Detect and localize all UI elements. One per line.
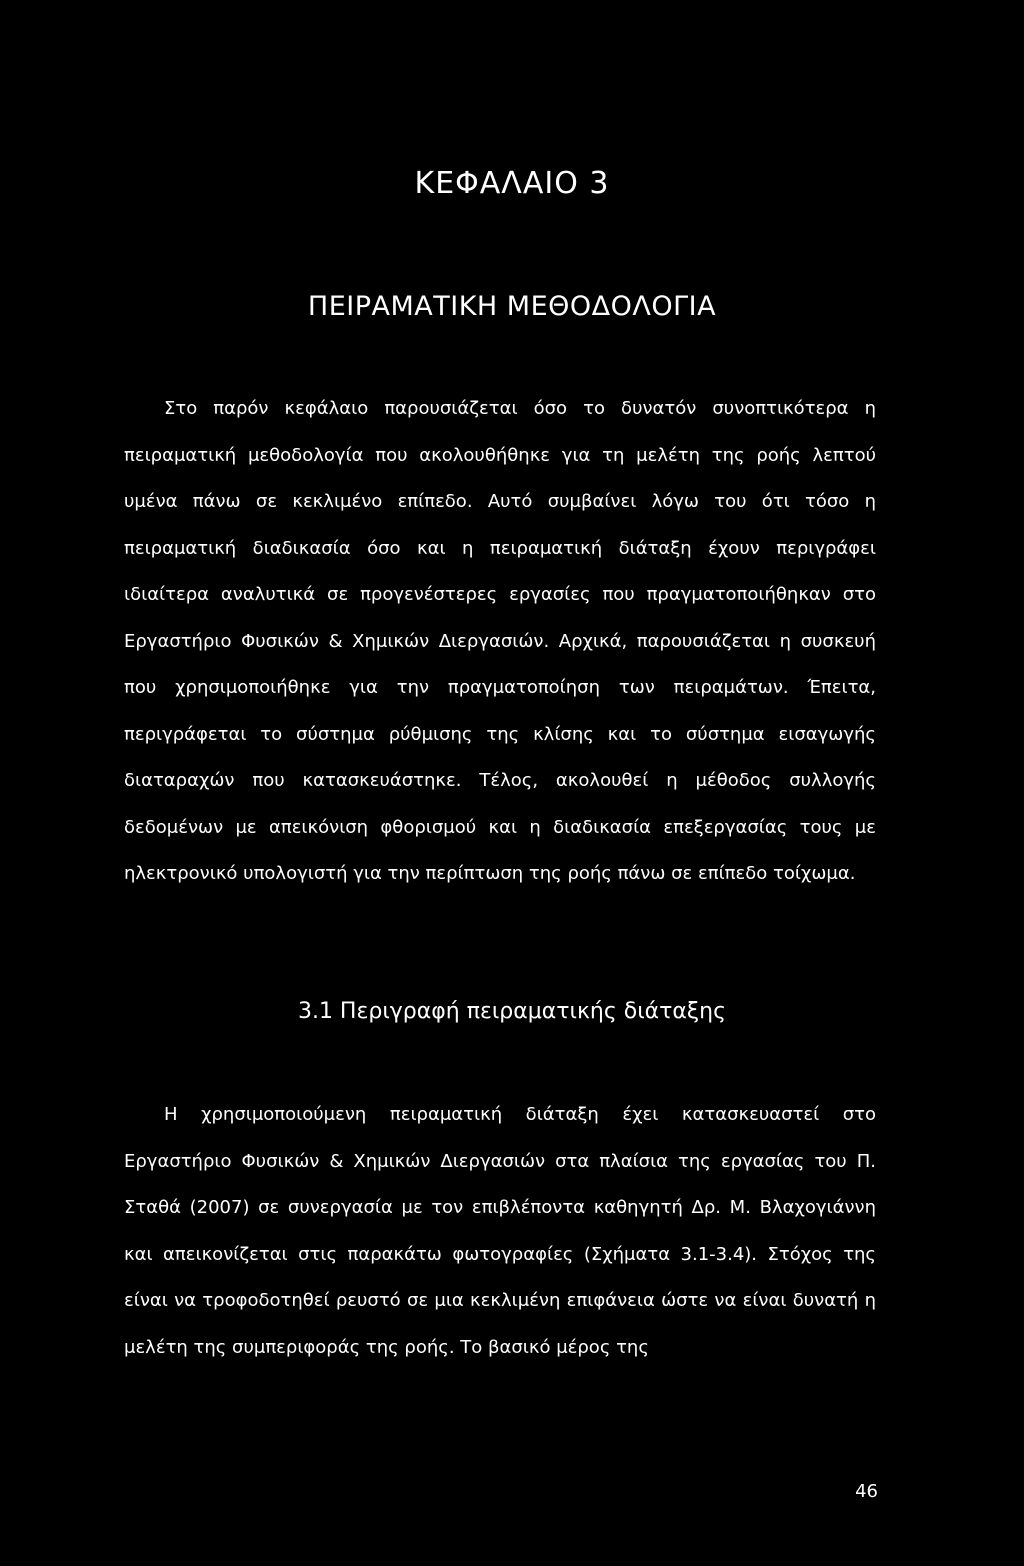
intro-paragraph: Στο παρόν κεφάλαιο παρουσιάζεται όσο το δυνατόν συνοπτικότερα η πειραματική μεθοδολογία που ακολουθήθηκε για τη μελέτη της ροής λεπτού υμένα πάνω σε κεκλιμένο επίπεδο. Αυτό συμβαίνει λόγω του ότι τόσο η πειραματική διαδικασία όσο και η πειραματική διάταξη έχουν περιγράφει ιδιαίτερα αναλυτικά σε προγενέστερες εργασίες που πραγματοποιήθηκαν στο Εργαστήριο Φυσικών & Χημικών Διεργασιών. Αρχικά, παρουσιάζεται η συσκευή που χρησιμοποιήθηκε για την πραγματοποίηση των πειραμάτων. Έπειτα, περιγράφεται το σύστημα ρύθμισης της κλίσης και το σύστημα εισαγωγής διαταραχών που κατασκευάστηκε. Τέλος, ακολουθεί η μέθοδος συλλογής δεδομένων με απεικόνιση φθορισμού και η διαδικασία επεξεργασίας τους με ηλεκτρονικό υπολογιστή για την περίπτωση της ροής πάνω σε επίπεδο τοίχωμα.	[124, 398, 876, 884]
chapter-title: ΠΕΙΡΑΜΑΤΙΚΗ ΜΕΘΟΔΟΛΟΓΙΑ	[307, 291, 717, 322]
section-heading: 3.1 Περιγραφή πειραματικής διάταξης	[297, 999, 727, 1024]
chapter-label: ΚΕΦΑΛΑΙΟ 3	[414, 166, 610, 201]
page-number: 46	[855, 1481, 878, 1502]
section-paragraph: Η χρησιμοποιούμενη πειραματική διάταξη έχει κατασκευαστεί στο Εργαστήριο Φυσικών & Χημικών Διεργασιών στα πλαίσια της εργασίας του Π. Σταθά (2007) σε συνεργασία με τον επιβλέποντα καθηγητή Δρ. Μ. Βλαχογιάννη και απεικονίζεται στις παρακάτω φωτογραφίες (Σχήματα 3.1-3.4). Στόχος της είναι να τροφοδοτηθεί ρευστό σε μια κεκλιμένη επιφάνεια ώστε να είναι δυνατή η μελέτη της συμπεριφοράς της ροής. Το βασικό μέρος της	[124, 1104, 876, 1358]
